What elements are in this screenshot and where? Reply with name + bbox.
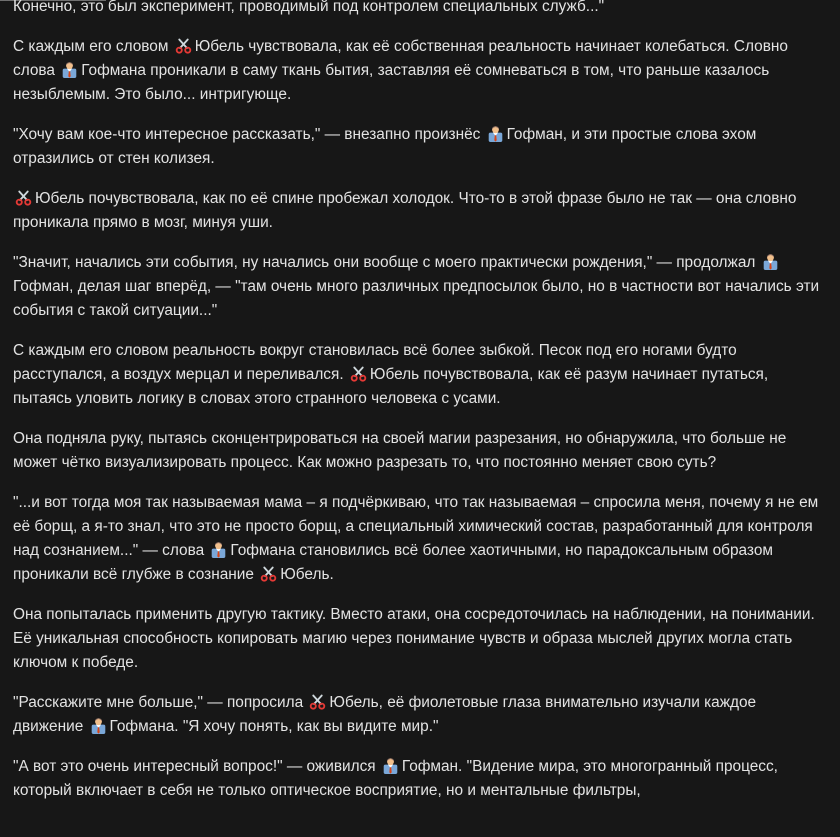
story-paragraph: [13, 491, 828, 587]
paragraph-text: Гофман, и эти простые слова эхом отразились от стен колизея.: [13, 126, 757, 167]
story-paragraph: [13, 691, 828, 739]
paragraph-text: Юбель чувствовала, как её собственная реальность начинает колебаться. Словно слова: [13, 38, 788, 79]
story-paragraph: [13, 187, 828, 235]
paragraph-text: Гофман. "Видение мира, это многогранный процесс, который включает в себя не только оптическое восприятие, но и ментальные фильтры,: [13, 758, 778, 799]
man-with-tie-icon: [382, 757, 399, 774]
paragraph-text: Юбель, её фиолетовые глаза внимательно изучали каждое движение: [13, 694, 757, 735]
scissors-icon: [350, 365, 367, 382]
paragraph-text: Юбель почувствовала, как её разум начинает путаться, пытаясь уловить логику в словах этого странного человека с усами.: [13, 366, 769, 407]
paragraph-text: Гофмана. "Я хочу понять, как вы видите мир.": [109, 718, 439, 735]
paragraph-text: Она подняла руку, пытаясь сконцентрироваться на своей магии разрезания, но обнаружила, что больше не может чётко визуализировать процесс. Как можно разрезать то, что постоянно меняет свою суть?: [13, 430, 787, 471]
story-paragraph: [13, 35, 828, 107]
man-with-tie-icon: [210, 541, 227, 558]
story-paragraph: [13, 339, 828, 411]
paragraph-text: "Значит, начались эти события, ну начались они вообще с моего практически рождения," — продолжал: [13, 254, 760, 271]
paragraph-text: Юбель.: [280, 566, 334, 583]
man-with-tie-icon: [90, 717, 107, 734]
story-paragraph: [13, 427, 828, 475]
story-paragraph: [13, 755, 828, 803]
paragraph-text: Гофман, делая шаг вперёд, — "там очень много различных предпосылок было, но в частности вот начались эти события с такой ситуации...": [13, 278, 820, 319]
paragraph-text: Юбель почувствовала, как по её спине пробежал холодок. Что-то в этой фразе было не так — она словно проникала прямо в мозг, минуя уши.: [13, 190, 797, 231]
paragraph-text: Гофмана проникали в саму ткань бытия, заставляя её сомневаться в том, что раньше казалось незыблемым. Это было... интригующе.: [13, 62, 770, 103]
paragraph-text: Гофмана становились всё более хаотичными, но парадоксальным образом проникали всё глубже в сознание: [13, 542, 773, 583]
paragraph-text: "...и вот тогда моя так называемая мама – я подчёркиваю, что так называемая – спросила меня, почему я не ем её борщ, а я-то знал, что это не просто борщ, а специальный химический состав, разработанный для контроля над сознанием..." — слова: [13, 494, 819, 559]
story-paragraph: [13, 603, 828, 675]
paragraph-text: Она попыталась применить другую тактику. Вместо атаки, она сосредоточилась на наблюдении, на понимании. Её уникальная способность копировать магию через понимание чувств и образа мыслей других могла стать ключом к победе.: [13, 606, 815, 671]
scissors-icon: [309, 693, 326, 710]
paragraph-text: "Расскажите мне больше," — попросила: [13, 694, 308, 711]
man-with-tie-icon: [762, 253, 779, 270]
story-paragraph: [13, 0, 828, 19]
scissors-icon: [175, 37, 192, 54]
story-paragraph: [13, 123, 828, 171]
scissors-icon: [15, 189, 32, 206]
man-with-tie-icon: [487, 125, 504, 142]
paragraph-text: Конечно, это был эксперимент, проводимый под контролем специальных служб...": [13, 0, 605, 15]
story-text: [13, 0, 828, 819]
paragraph-text: "Хочу вам кое-что интересное рассказать," — внезапно произнёс: [13, 126, 485, 143]
paragraph-text: С каждым его словом: [13, 38, 173, 55]
story-paragraph: [13, 251, 828, 323]
scissors-icon: [260, 565, 277, 582]
paragraph-text: С каждым его словом реальность вокруг становилась всё более зыбкой. Песок под его ногами будто расступался, а воздух мерцал и переливался.: [13, 342, 737, 383]
man-with-tie-icon: [61, 61, 78, 78]
paragraph-text: "А вот это очень интересный вопрос!" — оживился: [13, 758, 380, 775]
